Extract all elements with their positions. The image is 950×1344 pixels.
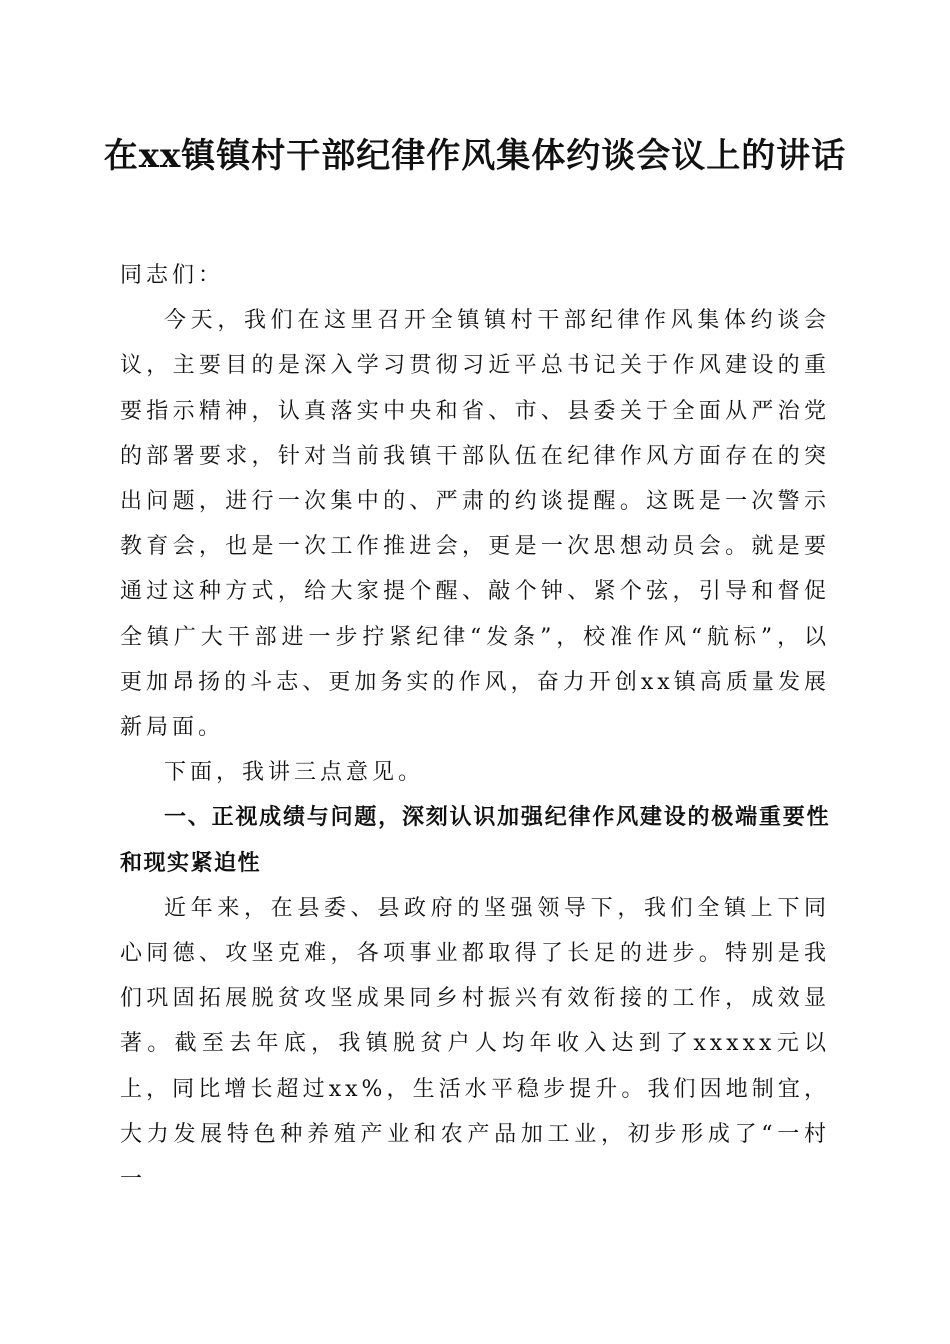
section-heading-1: 一、正视成绩与问题，深刻认识加强纪律作风建设的极端重要性和现实紧迫性 bbox=[120, 805, 830, 876]
paragraph-intro: 今天，我们在这里召开全镇镇村干部纪律作风集体约谈会议，主要目的是深入学习贯彻习近平总书记关于作风建设的重要指示精神，认真落实中央和省、市、县委关于全面从严治党的部署要求，针对当前我镇干部队伍在纪律作风方面存在的突出问题，进行一次集中的、严肃的约谈提醒。这既是一次警示教育会，也是一次工作推进会，更是一次思想动员会。就是要通过这种方式，给大家提个醒、敲个钟、紧个弦，引导和督促全镇广大干部进一步拧紧纪律“发条”，校准作风“航标”，以更加昂扬的斗志、更加务实的作风，奋力开创xx镇高质量发展新局面。 bbox=[120, 308, 830, 741]
document-body bbox=[120, 253, 830, 1202]
salutation: 同志们： bbox=[120, 263, 225, 288]
paragraph-section-1: 近年来，在县委、县政府的坚强领导下，我们全镇上下同心同德、攻坚克难，各项事业都取得了长足的进步。特别是我们巩固拓展脱贫攻坚成果同乡村振兴有效衔接的工作，成效显著。截至去年底，我镇脱贫户人均年收入达到了xxxxx元以上，同比增长超过xx%，生活水平稳步提升。我们因地制宜，大力发展特色种养殖产业和农产品加工业，初步形成了“一村一 bbox=[120, 895, 830, 1193]
paragraph-transition: 下面，我讲三点意见。 bbox=[164, 760, 425, 786]
document-title: 在xx镇镇村干部纪律作风集体约谈会议上的讲话 bbox=[103, 136, 847, 176]
